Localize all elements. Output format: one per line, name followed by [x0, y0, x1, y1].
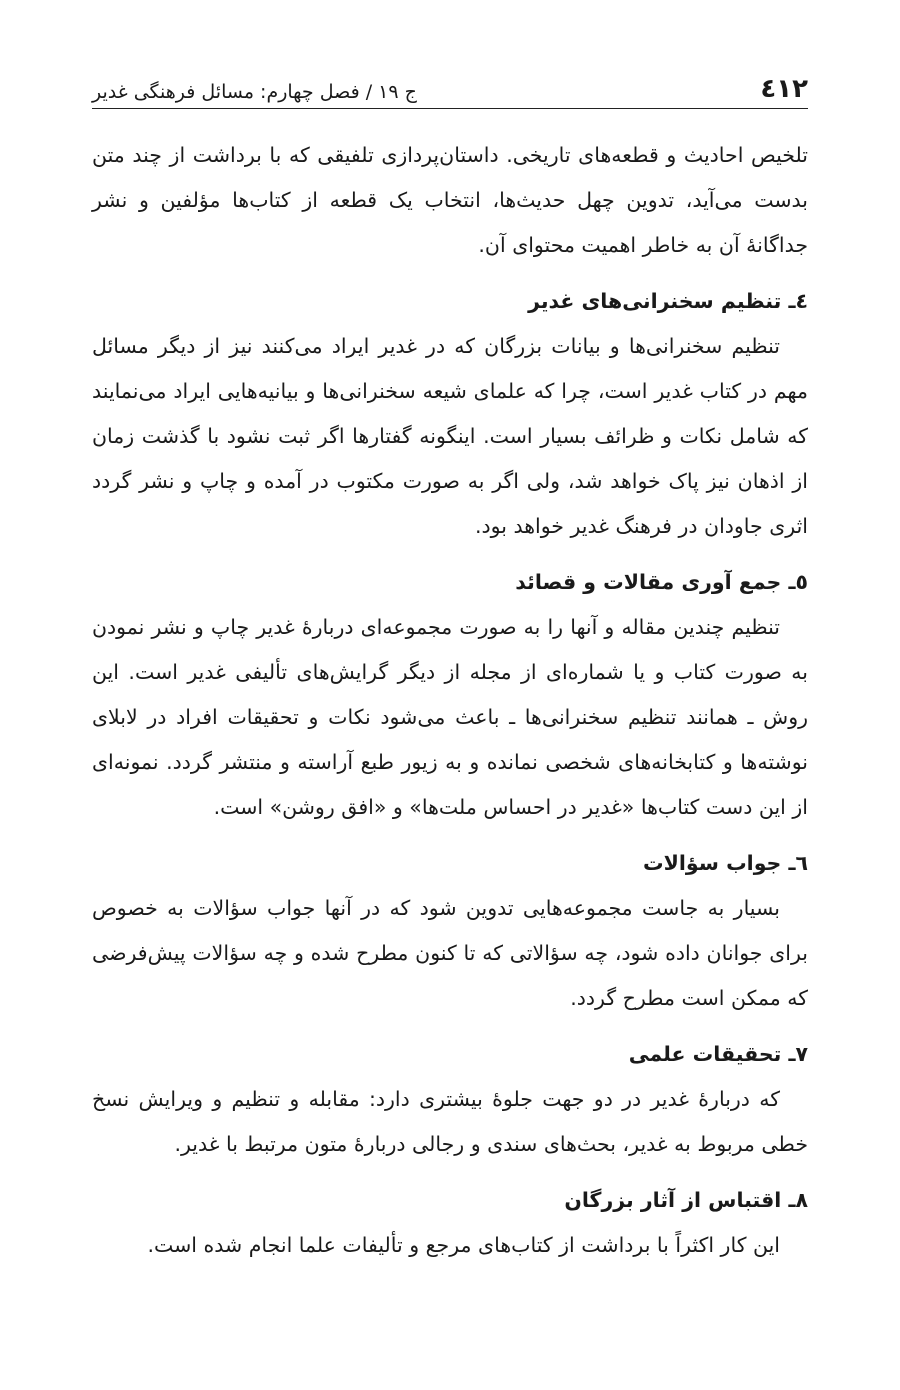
page-header	[92, 58, 808, 109]
section-heading-5: ٥ـ جمع آوری مقالات و قصائد	[515, 570, 808, 594]
section-heading-7: ٧ـ تحقیقات علمی	[628, 1042, 808, 1066]
running-head: ج ١٩ / فصل چهارم: مسائل فرهنگی غدیر	[92, 81, 417, 103]
section-body-7: که دربارۀ غدیر در دو جهت جلوۀ بیشتری دارد: مقابله و تنظیم و ویرایش نسخ خطی مربوط به غدیر، بحث‌های سندی و رجالی دربارۀ متون مرتبط با غدیر.	[92, 1087, 808, 1156]
section-heading-4: ٤ـ تنظیم سخنرانی‌های غدیر	[528, 289, 808, 313]
section-heading-8: ٨ـ اقتباس از آثار بزرگان	[564, 1188, 808, 1212]
section-body-4: تنظیم سخنرانی‌ها و بیانات بزرگان که در غدیر ایراد می‌کنند نیز از دیگر مسائل مهم در کتاب غدیر است، چرا که علمای شیعه سخنرانی‌ها و بیانیه‌هایی ایراد می‌نمایند که شامل نکات و ظرائف بسیار است. اینگونه گفتارها اگر ثبت نشود با گذشت زمان از اذهان نیز پاک خواهد شد، ولی اگر به صورت مکتوب در آمده و چاپ و نشر گردد اثری جاودان در فرهنگ غدیر خواهد بود.	[92, 334, 808, 538]
section-body-5: تنظیم چندین مقاله و آنها را به صورت مجموعه‌ای دربارۀ غدیر چاپ و نشر نمودن به صورت کتاب و یا شماره‌ای از مجله از دیگر گرایش‌های تألیفی غدیر است. این روش ـ همانند تنظیم سخنرانی‌ها ـ باعث می‌شود نکات و تحقیقات افراد در لابلای نوشته‌ها و کتابخانه‌های شخصی نمانده و به زیور طبع آراسته و منتشر گردد. نمونه‌ای از این دست کتاب‌ها «غدیر در احساس ملت‌ها» و «افق روشن» است.	[92, 615, 808, 819]
intro-paragraph: تلخیص احادیث و قطعه‌های تاریخی. داستان‌پردازی تلفیقی که با برداشت از چند متن بدست می‌آید، تدوین چهل حدیث‌ها، انتخاب یک قطعه از کتاب‌ها مؤلفین و نشر جداگانۀ آن به خاطر اهمیت محتوای آن.	[92, 143, 808, 257]
page-number: ٤١٢	[760, 74, 808, 104]
section-body-6: بسیار به جاست مجموعه‌هایی تدوین شود که در آنها جواب سؤالات به خصوص برای جوانان داده شود، چه سؤالاتی که تا کنون مطرح شده و چه سؤالات پیش‌فرضی که ممکن است مطرح گردد.	[92, 896, 808, 1010]
book-page	[92, 58, 808, 1350]
page-content	[92, 133, 808, 1268]
section-body-8: این کار اکثراً با برداشت از کتاب‌های مرجع و تألیفات علما انجام شده است.	[147, 1233, 780, 1257]
section-heading-6: ٦ـ جواب سؤالات	[643, 851, 808, 875]
